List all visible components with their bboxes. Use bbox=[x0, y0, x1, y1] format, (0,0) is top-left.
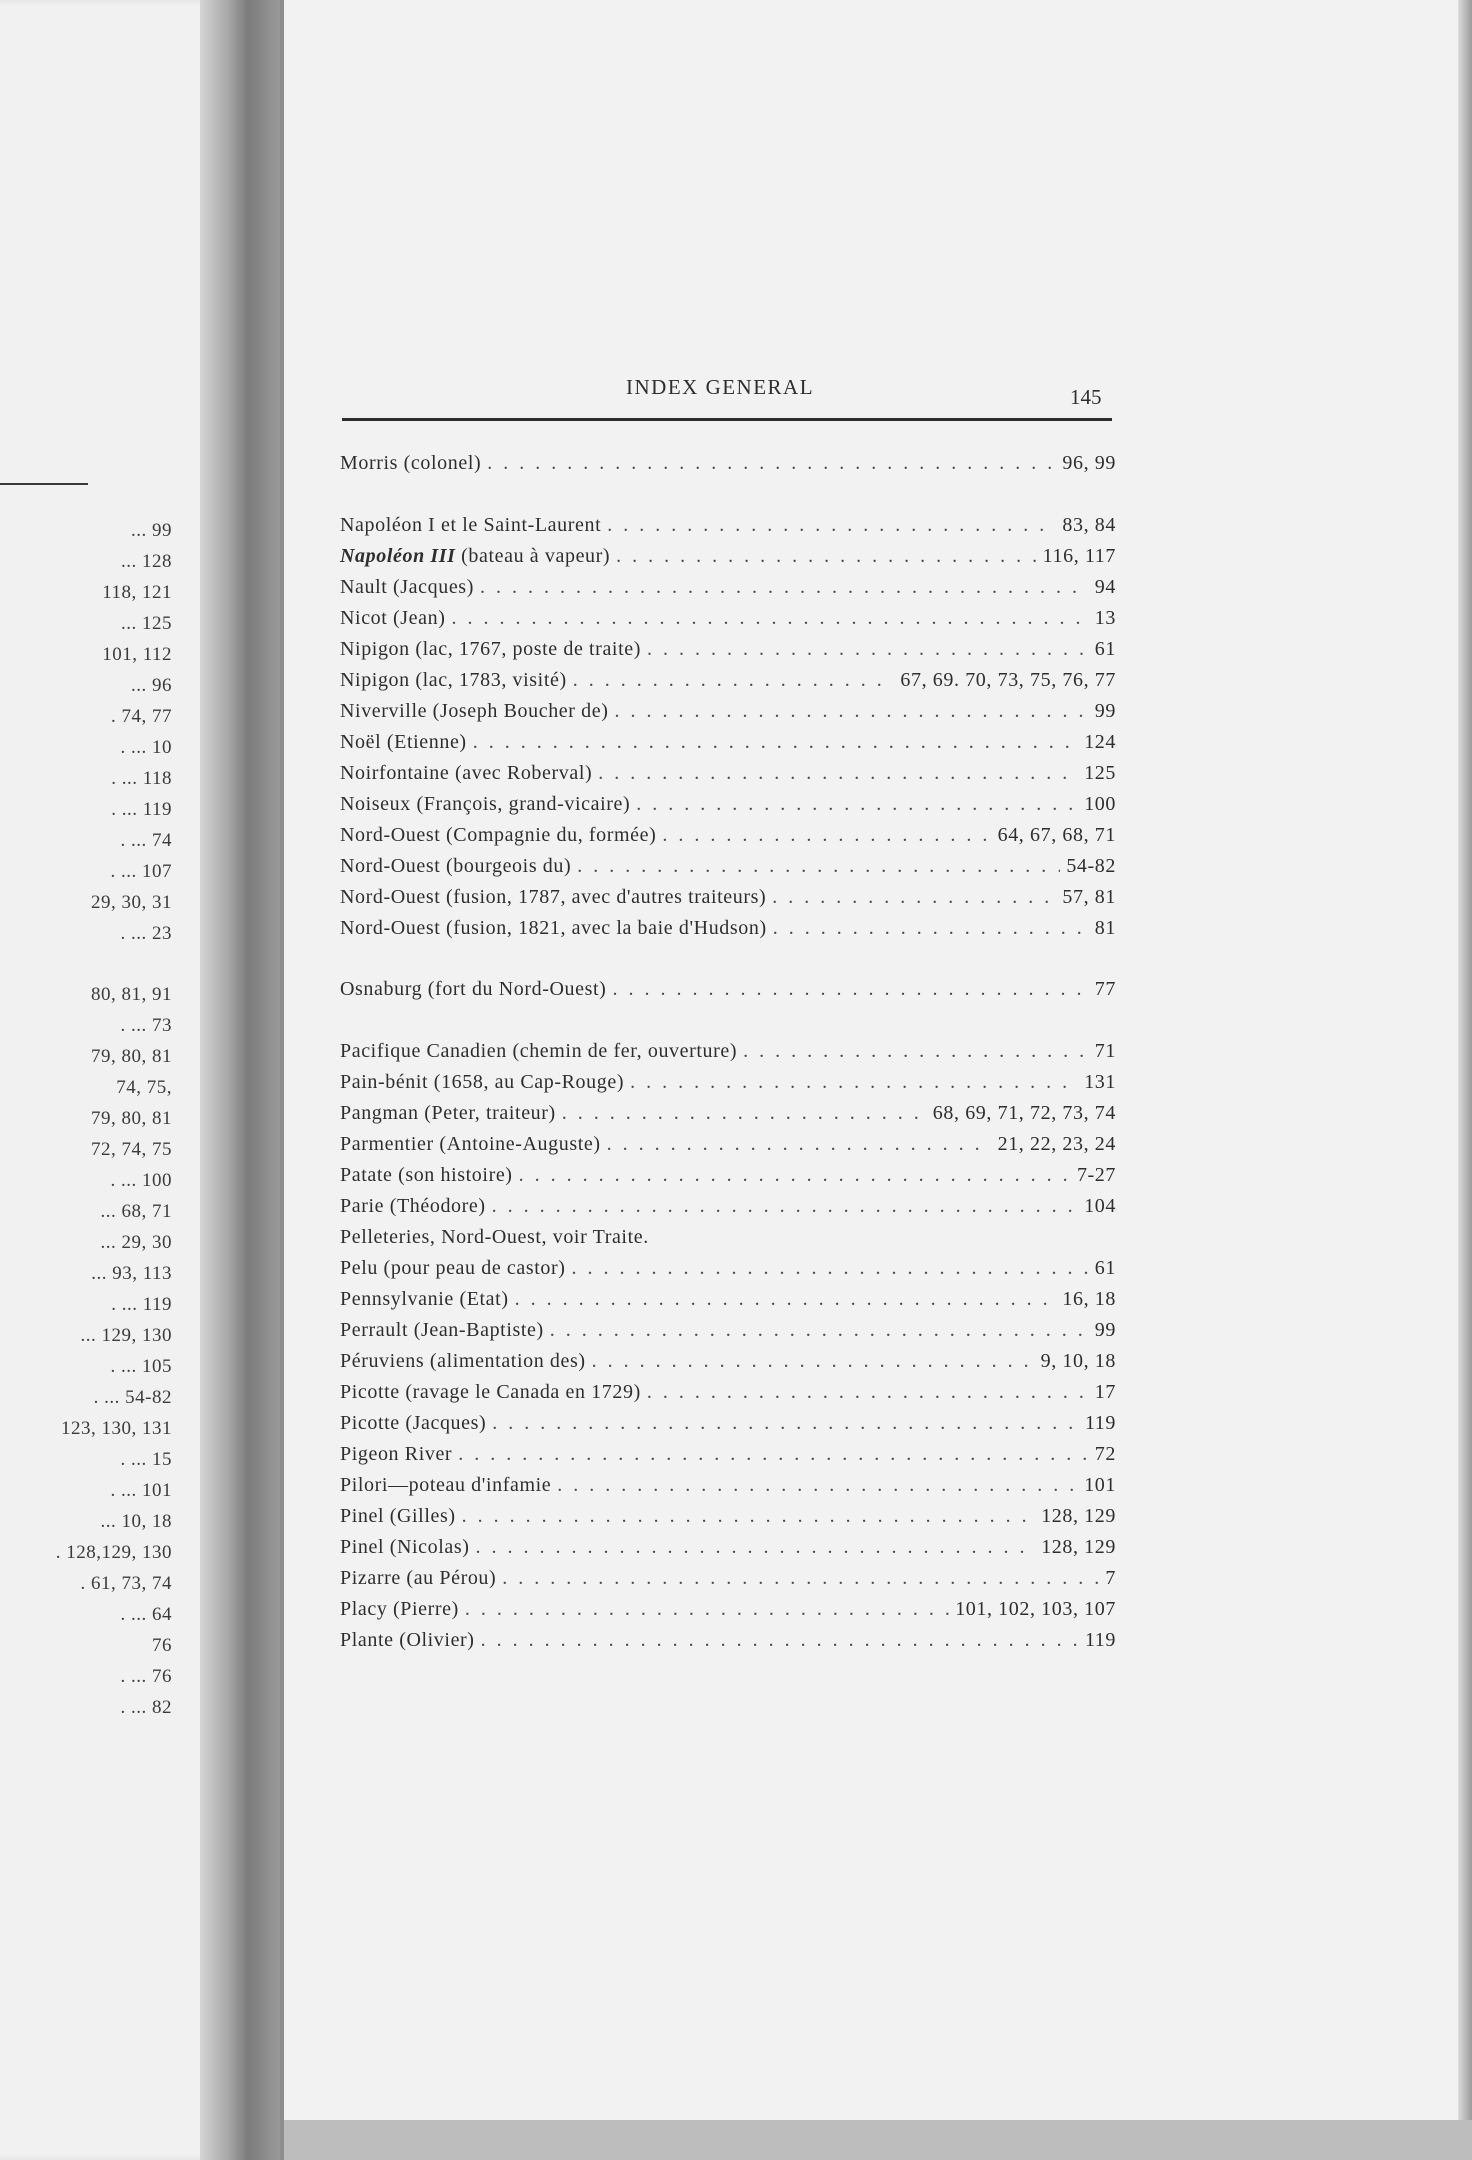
entry-term: Pizarre (au Pérou) bbox=[340, 1567, 497, 1589]
left-fragment: ... 99 bbox=[131, 520, 172, 541]
left-fragment: . ... 101 bbox=[110, 1480, 172, 1501]
entry-term: Pinel (Gilles) bbox=[340, 1505, 456, 1527]
left-fragment: . ... 64 bbox=[120, 1604, 172, 1625]
entry-pages: 131 bbox=[1084, 1071, 1116, 1093]
index-entry bbox=[340, 1567, 1116, 1597]
left-fragment: . ... 74 bbox=[120, 830, 172, 851]
entry-pages: 57, 81 bbox=[1062, 886, 1116, 908]
index-entry bbox=[340, 1288, 1116, 1318]
entry-pages: 54-82 bbox=[1066, 855, 1116, 877]
dot-leader bbox=[616, 545, 1037, 568]
cross-reference-entry: Pelleteries, Nord-Ouest, voir Traite. bbox=[340, 1226, 649, 1248]
book-gutter bbox=[200, 0, 280, 2160]
left-fragment: . ... 73 bbox=[120, 1015, 172, 1036]
dot-leader bbox=[473, 731, 1079, 754]
index-entry bbox=[340, 1257, 1116, 1287]
dot-leader bbox=[607, 1133, 992, 1156]
page-number: 145 bbox=[1070, 385, 1102, 409]
entry-term: Nicot (Jean) bbox=[340, 607, 446, 629]
left-fragment: ... 10, 18 bbox=[100, 1511, 172, 1532]
entry-term-rest: (bateau à vapeur) bbox=[455, 545, 611, 567]
running-head: INDEX GENERAL bbox=[626, 375, 815, 399]
entry-term: Placy (Pierre) bbox=[340, 1598, 459, 1620]
dot-leader bbox=[773, 917, 1089, 940]
dot-leader bbox=[614, 700, 1088, 723]
left-fragment: . 74, 77 bbox=[111, 706, 172, 727]
index-entry bbox=[340, 700, 1116, 730]
dot-leader bbox=[598, 762, 1078, 785]
entry-pages: 13 bbox=[1094, 607, 1116, 629]
entry-pages: 124 bbox=[1084, 731, 1116, 753]
index-entry bbox=[340, 978, 1116, 1008]
entry-pages: 16, 18 bbox=[1062, 1288, 1116, 1310]
index-entry bbox=[340, 452, 1116, 482]
index-entry bbox=[340, 1071, 1116, 1101]
entry-pages: 99 bbox=[1094, 1319, 1116, 1341]
entry-term: Nord-Ouest (fusion, 1821, avec la baie d'Hudson) bbox=[340, 917, 767, 939]
dot-leader bbox=[592, 1350, 1035, 1373]
entry-term: Pinel (Nicolas) bbox=[340, 1536, 470, 1558]
index-entry bbox=[340, 1350, 1116, 1380]
left-fragment: 79, 80, 81 bbox=[91, 1108, 172, 1129]
dot-leader bbox=[772, 886, 1056, 909]
left-fragment: . ... 76 bbox=[120, 1666, 172, 1687]
entry-term: Nipigon (lac, 1783, visité) bbox=[340, 669, 567, 691]
index-entry bbox=[340, 1629, 1116, 1659]
dot-leader bbox=[612, 978, 1088, 1001]
entry-term: Nord-Ouest (Compagnie du, formée) bbox=[340, 824, 657, 846]
entry-pages: 71 bbox=[1094, 1040, 1116, 1062]
left-fragment: . ... 82 bbox=[120, 1697, 172, 1718]
index-entry bbox=[340, 1102, 1116, 1132]
index-entry bbox=[340, 669, 1116, 699]
entry-pages: 64, 67, 68, 71 bbox=[997, 824, 1116, 846]
entry-pages: 21, 22, 23, 24 bbox=[997, 1133, 1116, 1155]
left-fragment: ... 68, 71 bbox=[100, 1201, 172, 1222]
dot-leader bbox=[458, 1443, 1089, 1466]
dot-leader bbox=[607, 514, 1056, 537]
entry-term: Morris (colonel) bbox=[340, 452, 482, 474]
entry-pages: 7 bbox=[1105, 1567, 1116, 1589]
entry-term: Pilori—poteau d'infamie bbox=[340, 1474, 552, 1496]
entry-term: Nord-Ouest (bourgeois du) bbox=[340, 855, 572, 877]
entry-term: Plante (Olivier) bbox=[340, 1629, 475, 1651]
index-entry bbox=[340, 762, 1116, 792]
index-entry bbox=[340, 1536, 1116, 1566]
entry-pages: 116, 117 bbox=[1042, 545, 1116, 567]
entry-pages: 61 bbox=[1094, 638, 1116, 660]
index-entry bbox=[340, 793, 1116, 823]
entry-pages: 72 bbox=[1094, 1443, 1116, 1465]
index-entry bbox=[340, 1443, 1116, 1473]
index-entry bbox=[340, 824, 1116, 854]
left-fragment: . ... 118 bbox=[111, 768, 172, 789]
left-fragment: . ... 15 bbox=[120, 1449, 172, 1470]
entry-pages: 101, 102, 103, 107 bbox=[955, 1598, 1116, 1620]
dot-leader bbox=[465, 1598, 949, 1621]
left-fragment: 80, 81, 91 bbox=[91, 984, 172, 1005]
index-entry bbox=[340, 514, 1116, 544]
left-fragment: 123, 130, 131 bbox=[61, 1418, 172, 1439]
left-fragment: . ... 54-82 bbox=[93, 1387, 172, 1408]
index-entry bbox=[340, 1505, 1116, 1535]
entry-pages: 100 bbox=[1084, 793, 1116, 815]
left-fragment: . ... 100 bbox=[110, 1170, 172, 1191]
entry-term bbox=[340, 545, 610, 568]
left-fragment: . ... 23 bbox=[120, 923, 172, 944]
entry-pages: 128, 129 bbox=[1041, 1505, 1116, 1527]
index-entry bbox=[340, 1164, 1116, 1194]
entry-pages: 7-27 bbox=[1076, 1164, 1116, 1186]
entry-pages: 9, 10, 18 bbox=[1040, 1350, 1116, 1372]
entry-pages: 119 bbox=[1084, 1412, 1116, 1434]
left-fragment: 72, 74, 75 bbox=[91, 1139, 172, 1160]
index-entry bbox=[340, 1319, 1116, 1349]
left-fragment: ... 128 bbox=[121, 551, 172, 572]
index-entry bbox=[340, 886, 1116, 916]
entry-pages: 119 bbox=[1084, 1629, 1116, 1651]
entry-term: Nault (Jacques) bbox=[340, 576, 474, 598]
entry-term: Pain-bénit (1658, au Cap-Rouge) bbox=[340, 1071, 625, 1093]
dot-leader bbox=[662, 824, 991, 847]
index-entry bbox=[340, 1474, 1116, 1504]
left-fragment: . ... 105 bbox=[110, 1356, 172, 1377]
index-entry bbox=[340, 1133, 1116, 1163]
entry-term-italic: Napoléon III bbox=[340, 545, 456, 567]
entry-pages: 83, 84 bbox=[1062, 514, 1116, 536]
entry-pages: 99 bbox=[1094, 700, 1116, 722]
entry-pages: 81 bbox=[1094, 917, 1116, 939]
entry-pages: 104 bbox=[1084, 1195, 1116, 1217]
index-entry bbox=[340, 638, 1116, 668]
dot-leader bbox=[647, 638, 1089, 661]
page-bottom-shadow bbox=[284, 2120, 1472, 2160]
left-fragment: ... 125 bbox=[121, 613, 172, 634]
dot-leader bbox=[562, 1102, 927, 1125]
entry-term: Parie (Théodore) bbox=[340, 1195, 486, 1217]
dot-leader bbox=[743, 1040, 1089, 1063]
left-fragment: . 61, 73, 74 bbox=[80, 1573, 172, 1594]
entry-term: Patate (son histoire) bbox=[340, 1164, 513, 1186]
dot-leader bbox=[647, 1381, 1089, 1404]
dot-leader bbox=[492, 1195, 1079, 1218]
entry-pages: 125 bbox=[1084, 762, 1116, 784]
entry-pages: 96, 99 bbox=[1062, 452, 1116, 474]
dot-leader bbox=[487, 452, 1056, 475]
left-fragment: ... 96 bbox=[131, 675, 172, 696]
left-fragment: . ... 119 bbox=[111, 799, 172, 820]
dot-leader bbox=[481, 1629, 1079, 1652]
left-fragment: . ... 107 bbox=[110, 861, 172, 882]
entry-term: Péruviens (alimentation des) bbox=[340, 1350, 586, 1372]
left-fragment: 74, 75, bbox=[116, 1077, 172, 1098]
dot-leader bbox=[462, 1505, 1036, 1528]
left-fragment: 76 bbox=[152, 1635, 172, 1656]
left-fragment: 101, 112 bbox=[102, 644, 172, 665]
entry-pages: 17 bbox=[1094, 1381, 1116, 1403]
entry-term: Nipigon (lac, 1767, poste de traite) bbox=[340, 638, 641, 660]
left-fragment: . 128,129, 130 bbox=[55, 1542, 172, 1563]
index-entry bbox=[340, 545, 1116, 575]
dot-leader bbox=[572, 1257, 1089, 1280]
entry-pages: 128, 129 bbox=[1041, 1536, 1116, 1558]
index-entry bbox=[340, 855, 1116, 885]
entry-term: Noirfontaine (avec Roberval) bbox=[340, 762, 593, 784]
entry-term: Noël (Etienne) bbox=[340, 731, 467, 753]
left-fragment: ... 93, 113 bbox=[91, 1263, 172, 1284]
left-fragment: ... 29, 30 bbox=[100, 1232, 172, 1253]
dot-leader bbox=[630, 1071, 1078, 1094]
entry-pages: 61 bbox=[1094, 1257, 1116, 1279]
index-entry bbox=[340, 1040, 1116, 1070]
index-entry bbox=[340, 1412, 1116, 1442]
entry-term: Pigeon River bbox=[340, 1443, 453, 1465]
entry-term: Pelu (pour peau de castor) bbox=[340, 1257, 566, 1279]
left-fragment: 79, 80, 81 bbox=[91, 1046, 172, 1067]
index-entry bbox=[340, 731, 1116, 761]
dot-leader bbox=[480, 576, 1089, 599]
entry-term: Noiseux (François, grand-vicaire) bbox=[340, 793, 631, 815]
left-fragment: . ... 119 bbox=[111, 1294, 172, 1315]
dot-leader bbox=[492, 1412, 1079, 1435]
entry-term: Niverville (Joseph Boucher de) bbox=[340, 700, 609, 722]
entry-term: Osnaburg (fort du Nord-Ouest) bbox=[340, 978, 607, 1000]
left-page-rule bbox=[0, 483, 88, 485]
index-entry bbox=[340, 1195, 1116, 1225]
entry-term: Pangman (Peter, traiteur) bbox=[340, 1102, 556, 1124]
dot-leader bbox=[573, 669, 895, 692]
entry-term: Pennsylvanie (Etat) bbox=[340, 1288, 509, 1310]
dot-leader bbox=[577, 855, 1060, 878]
entry-term: Nord-Ouest (fusion, 1787, avec d'autres traiteurs) bbox=[340, 886, 767, 908]
index-entry bbox=[340, 917, 1116, 947]
dot-leader bbox=[515, 1288, 1057, 1311]
entry-pages: 77 bbox=[1094, 978, 1116, 1000]
index-entry bbox=[340, 607, 1116, 637]
entry-term: Perrault (Jean-Baptiste) bbox=[340, 1319, 544, 1341]
entry-term: Napoléon I et le Saint-Laurent bbox=[340, 514, 602, 536]
dot-leader bbox=[519, 1164, 1071, 1187]
entry-term: Pacifique Canadien (chemin de fer, ouverture) bbox=[340, 1040, 738, 1062]
index-entry bbox=[340, 576, 1116, 606]
left-fragment: ... 129, 130 bbox=[80, 1325, 172, 1346]
entry-pages: 94 bbox=[1094, 576, 1116, 598]
entry-pages: 67, 69. 70, 73, 75, 76, 77 bbox=[900, 669, 1116, 691]
dot-leader bbox=[452, 607, 1089, 630]
dot-leader bbox=[636, 793, 1078, 816]
entry-pages: 101 bbox=[1084, 1474, 1116, 1496]
entry-term: Parmentier (Antoine-Auguste) bbox=[340, 1133, 601, 1155]
index-entry bbox=[340, 1598, 1116, 1628]
entry-pages: 68, 69, 71, 72, 73, 74 bbox=[932, 1102, 1116, 1124]
left-fragment: . ... 10 bbox=[120, 737, 172, 758]
dot-leader bbox=[557, 1474, 1078, 1497]
dot-leader bbox=[476, 1536, 1036, 1559]
left-fragment: 29, 30, 31 bbox=[91, 892, 172, 913]
index-entry bbox=[340, 1381, 1116, 1411]
header-rule bbox=[342, 418, 1112, 421]
page-edge bbox=[1458, 0, 1472, 2160]
dot-leader bbox=[550, 1319, 1089, 1342]
dot-leader bbox=[502, 1567, 1099, 1590]
entry-term: Picotte (Jacques) bbox=[340, 1412, 487, 1434]
left-fragment: 118, 121 bbox=[102, 582, 172, 603]
entry-term: Picotte (ravage le Canada en 1729) bbox=[340, 1381, 641, 1403]
